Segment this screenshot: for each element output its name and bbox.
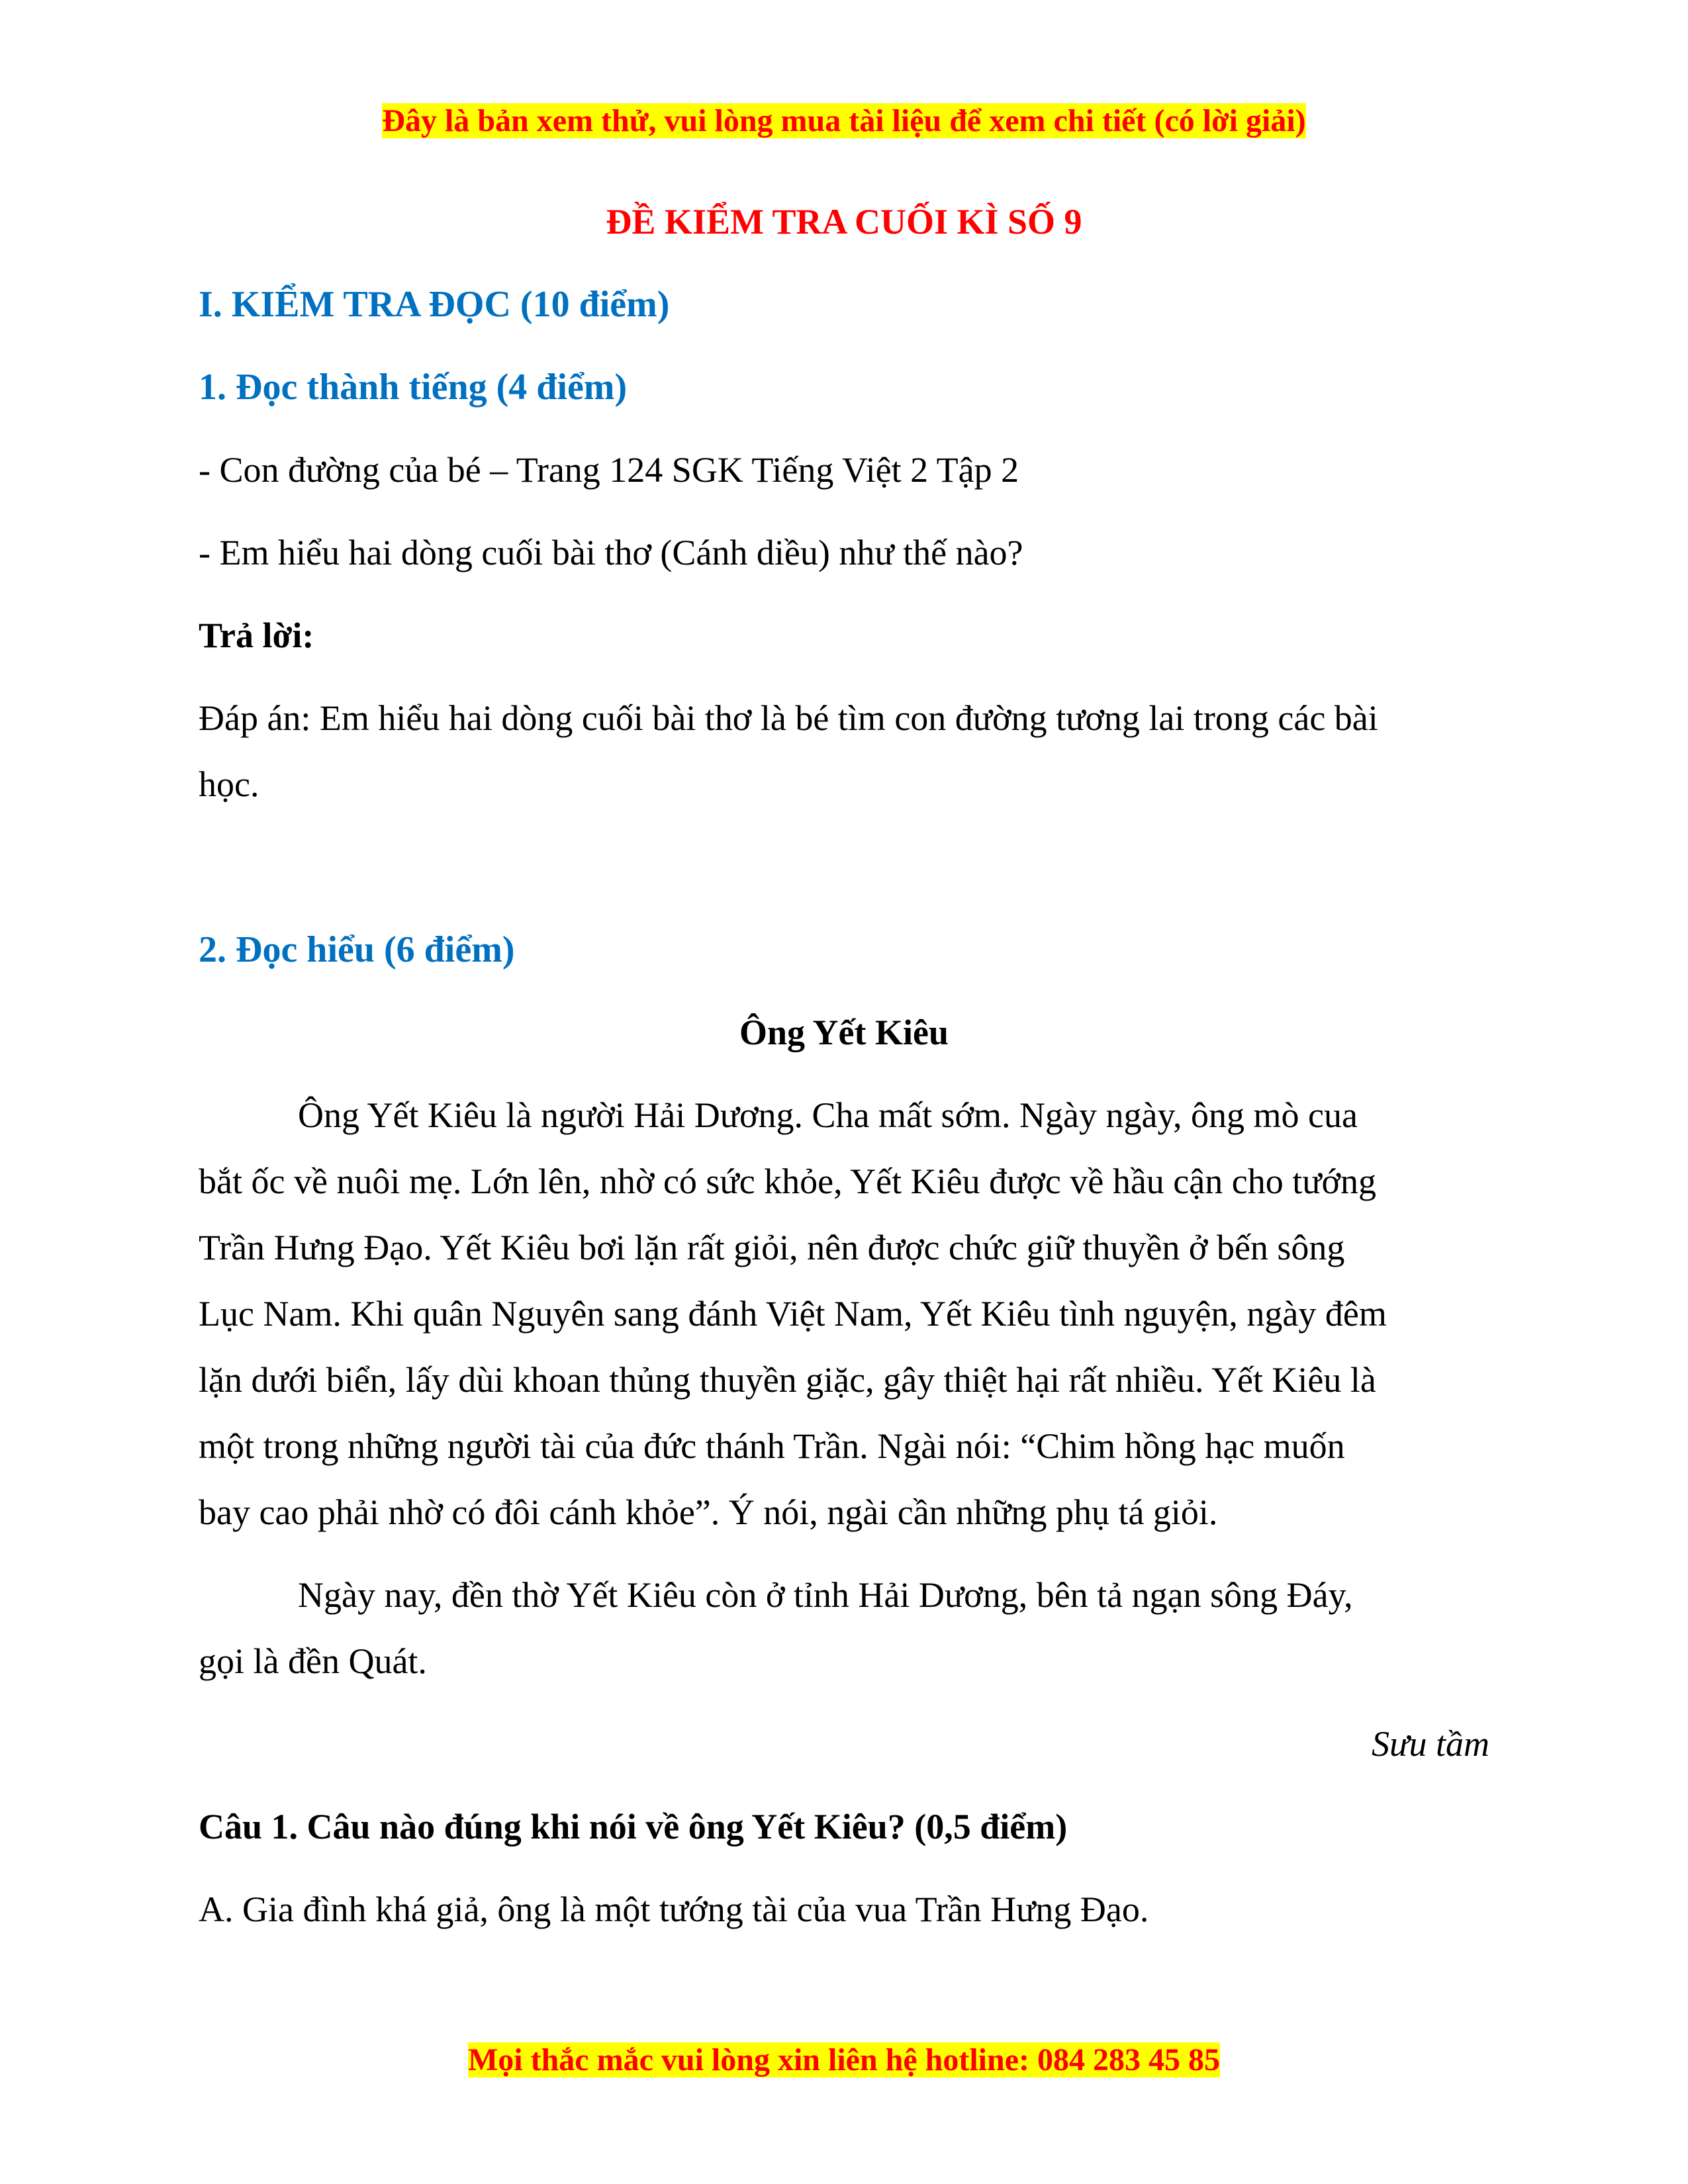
question-1-option-a: A. Gia đình khá giả, ông là một tướng tài của vua Trần Hưng Đạo. bbox=[199, 1889, 1149, 1929]
page-title: ĐỀ KIỂM TRA CUỐI KÌ SỐ 9 bbox=[606, 202, 1082, 242]
para1-line: Ông Yết Kiêu là người Hải Dương. Cha mất sớm. Ngày ngày, ông mò cua bbox=[298, 1095, 1358, 1135]
part2-heading: 2. Đọc hiểu (6 điểm) bbox=[199, 929, 515, 970]
answer-line-1: Đáp án: Em hiểu hai dòng cuối bài thơ là bé tìm con đường tương lai trong các bài bbox=[199, 698, 1378, 738]
para1-line: lặn dưới biển, lấy dùi khoan thủng thuyền giặc, gây thiệt hại rất nhiều. Yết Kiêu là bbox=[199, 1360, 1376, 1400]
para1-line: Lục Nam. Khi quân Nguyên sang đánh Việt Nam, Yết Kiêu tình nguyện, ngày đêm bbox=[199, 1294, 1387, 1334]
answer-label: Trả lời: bbox=[199, 615, 314, 655]
part1-item1: - Con đường của bé – Trang 124 SGK Tiếng Việt 2 Tập 2 bbox=[199, 450, 1019, 490]
question-1: Câu 1. Câu nào đúng khi nói về ông Yết Kiêu? (0,5 điểm) bbox=[199, 1807, 1068, 1846]
para1-line: bay cao phải nhờ có đôi cánh khỏe”. Ý nói, ngài cần những phụ tá giỏi. bbox=[199, 1492, 1218, 1532]
answer-line-2: học. bbox=[199, 764, 259, 804]
header-notice-line bbox=[0, 86, 1688, 154]
para2-line: Ngày nay, đền thờ Yết Kiêu còn ở tỉnh Hải Dương, bên tả ngạn sông Đáy, bbox=[298, 1575, 1353, 1615]
para1-line: bắt ốc về nuôi mẹ. Lớn lên, nhờ có sức khỏe, Yết Kiêu được về hầu cận cho tướng bbox=[199, 1161, 1377, 1201]
header-notice: Đây là bản xem thử, vui lòng mua tài liệu để xem chi tiết (có lời giải) bbox=[382, 103, 1306, 138]
footer-notice: Mọi thắc mắc vui lòng xin liên hệ hotline: 084 283 45 85 bbox=[467, 2042, 1220, 2077]
para1-line: một trong những người tài của đức thánh Trần. Ngài nói: “Chim hồng hạc muốn bbox=[199, 1426, 1345, 1466]
story-source: Sưu tầm bbox=[1372, 1724, 1489, 1764]
part1-heading: 1. Đọc thành tiếng (4 điểm) bbox=[199, 367, 628, 408]
para1-line: Trần Hưng Đạo. Yết Kiêu bơi lặn rất giỏi, nên được chức giữ thuyền ở bến sông bbox=[199, 1228, 1345, 1267]
section1-heading: I. KIỂM TRA ĐỌC (10 điểm) bbox=[199, 284, 670, 325]
part1-item2: - Em hiểu hai dòng cuối bài thơ (Cánh diều) như thế nào? bbox=[199, 533, 1023, 572]
footer-notice-line bbox=[0, 2025, 1688, 2093]
para2-line: gọi là đền Quát. bbox=[199, 1641, 427, 1681]
story-title: Ông Yết Kiêu bbox=[739, 1013, 949, 1052]
